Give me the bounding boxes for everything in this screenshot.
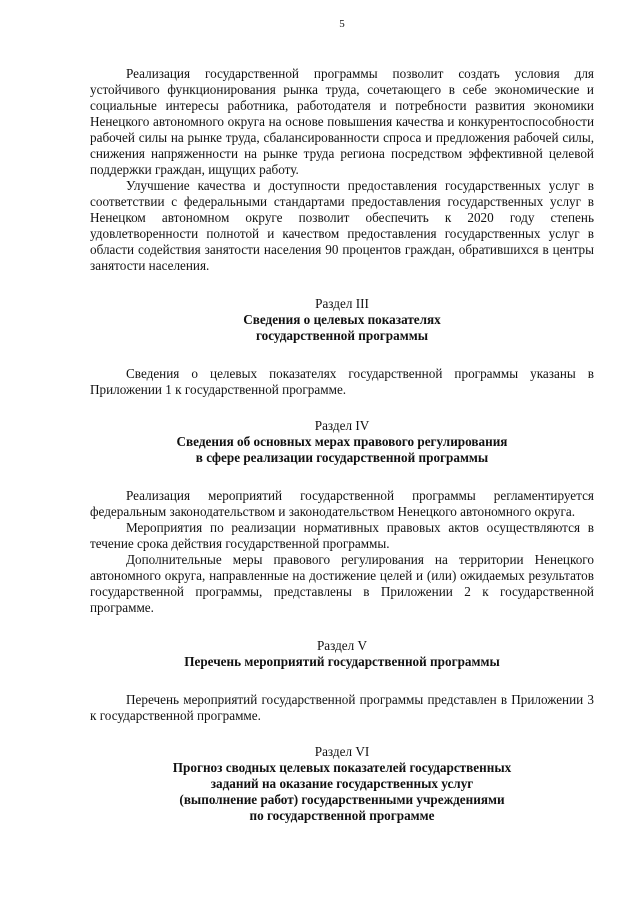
section-4-title: Сведения об основных мерах правового регулирования в сфере реализации государственной программы (176, 434, 508, 465)
section-4-paragraph-1: Реализация мероприятий государственной программы регламентируется федеральным законодательством и законодательством Ненецкого автономного округа. (90, 488, 594, 519)
section-5-paragraph-1: Перечень мероприятий государственной программы представлен в Приложении 3 к государственной программе. (90, 692, 594, 723)
section-5-heading (90, 638, 594, 670)
page-number: 5 (339, 18, 345, 30)
section-5-label: Раздел V (316, 638, 368, 653)
section-5-title: Перечень мероприятий государственной программы (184, 654, 500, 669)
section-4-paragraph-2: Мероприятия по реализации нормативных правовых актов осуществляются в течение срока действия государственной программы. (90, 520, 594, 551)
section-4-heading (90, 418, 594, 466)
section-4-label: Раздел IV (314, 418, 370, 433)
section-3-paragraph-1: Сведения о целевых показателях государственной программы указаны в Приложении 1 к государственной программе. (90, 366, 594, 397)
section-3-title: Сведения о целевых показателях государственной программы (243, 312, 441, 343)
section-6-heading (90, 744, 594, 824)
section-3-label: Раздел III (315, 296, 369, 311)
section-3-heading (90, 296, 594, 344)
section-6-title: Прогноз сводных целевых показателей государственных заданий на оказание государственных услуг (выполнение работ) государственными учреждениями по государственной программе (172, 760, 512, 823)
document-body (90, 66, 594, 824)
intro-paragraph-2: Улучшение качества и доступности предоставления государственных услуг в соответствии с федеральными стандартами предоставления государственных услуг в Ненецком автономном округе позволит обеспечить к 2020 году степень удовлетворенности полнотой и качеством предоставления государственных услуг в области содействия занятости населения 90 процентов граждан, обратившихся в центры занятости населения. (90, 178, 594, 273)
intro-paragraph-1: Реализация государственной программы позволит создать условия для устойчивого функционирования рынка труда, сочетающего в себе экономические и социальные интересы работника, работодателя и потребности развития экономики Ненецкого автономного округа на основе повышения качества и конкурентоспособности рабочей силы на рынке труда, сбалансированности спроса и предложения рабочей силы, снижения напряженности на рынке труда региона посредством эффективной целевой поддержки граждан, ищущих работу. (90, 66, 594, 177)
section-6-label: Раздел VI (314, 744, 370, 759)
section-4-paragraph-3: Дополнительные меры правового регулирования на территории Ненецкого автономного округа, направленные на достижение целей и (или) ожидаемых результатов государственной программы, представлены в Приложении 2 к государственной программе. (90, 552, 594, 615)
